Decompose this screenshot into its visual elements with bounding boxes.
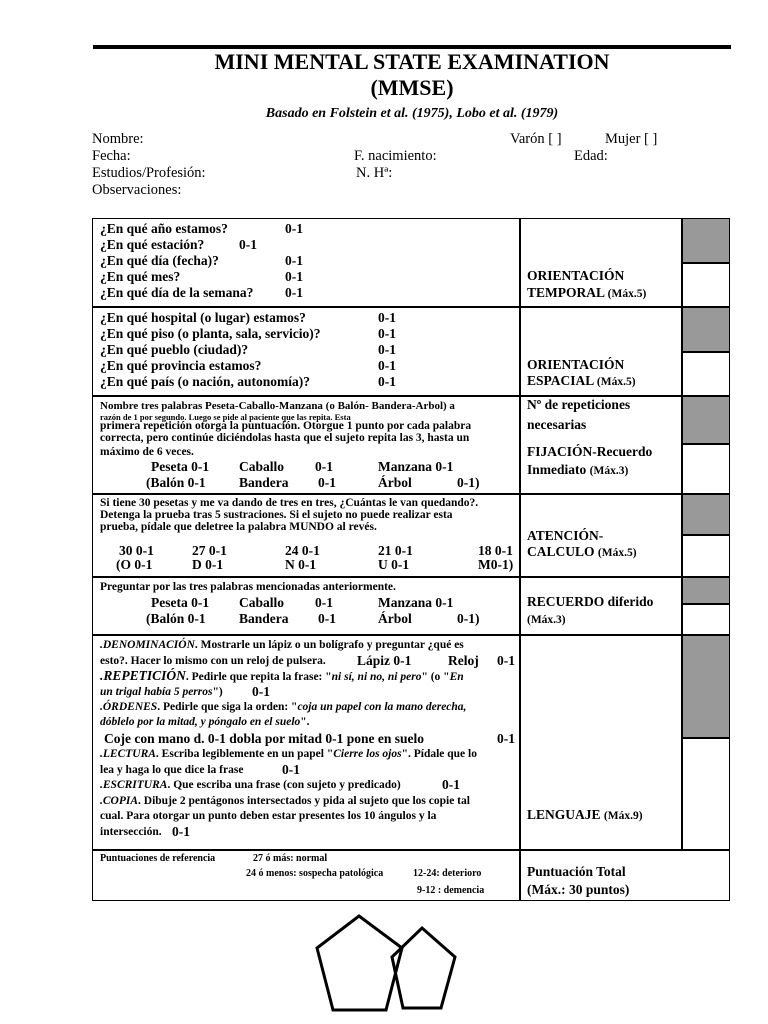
temporal-q5: ¿En qué día de la semana? bbox=[100, 285, 254, 300]
lectura-line-2: lea y haga lo que dice la frase bbox=[100, 764, 244, 776]
recuerdo-w5-score: 0-1 bbox=[318, 611, 336, 626]
nombre-label: Nombre: bbox=[92, 131, 144, 147]
atencion-label-1: ATENCIÓN- bbox=[527, 528, 604, 543]
total-label-2: (Máx.: 30 puntos) bbox=[527, 882, 630, 897]
score-divider bbox=[681, 737, 730, 739]
espacial-label-2: ESPACIAL (Máx.5) bbox=[527, 373, 636, 388]
fijacion-w1: Peseta 0-1 bbox=[151, 459, 210, 474]
denominacion-line-2: esto?. Hacer lo mismo con un reloj de pulsera. bbox=[100, 655, 326, 667]
ordenes-score: 0-1 bbox=[497, 731, 515, 746]
section-divider bbox=[92, 493, 730, 495]
score-divider bbox=[681, 262, 730, 264]
title-line-1: MINI MENTAL STATE EXAMINATION bbox=[214, 49, 610, 74]
denominacion-lapiz: Lápiz 0-1 bbox=[357, 653, 412, 668]
temporal-s3: 0-1 bbox=[285, 253, 303, 268]
referencia-deterioro: 12-24: deterioro bbox=[413, 868, 482, 879]
fijacion-w5-score: 0-1 bbox=[318, 475, 336, 490]
section-divider bbox=[92, 849, 730, 851]
fijacion-w2-score: 0-1 bbox=[315, 459, 333, 474]
temporal-label-2: TEMPORAL (Máx.5) bbox=[527, 285, 647, 300]
fijacion-w4: (Balón 0-1 bbox=[146, 475, 206, 490]
f-nacimiento-label: F. nacimiento: bbox=[354, 148, 437, 164]
edad-label: Edad: bbox=[574, 148, 608, 164]
fijacion-w6: Árbol bbox=[378, 475, 412, 490]
espacial-q5: ¿En qué país (o nación, autonomía)? bbox=[100, 374, 311, 389]
score-box-temporal bbox=[683, 219, 729, 262]
copia-line-2: cual. Para otorgar un punto deben estar presentes los 10 ángulos y la bbox=[100, 810, 437, 822]
ordenes-line-1: .ÓRDENES. Pedirle que siga la orden: "coja un papel con la mano derecha, bbox=[100, 701, 467, 713]
atencion-letter-1: (O 0-1 bbox=[116, 557, 153, 572]
denominacion-reloj: Reloj bbox=[448, 653, 479, 668]
temporal-q4: ¿En qué mes? bbox=[100, 269, 181, 284]
recuerdo-w6-score: 0-1) bbox=[457, 611, 480, 626]
column-divider-1 bbox=[519, 218, 521, 901]
subtitle: Basado en Folstein et al. (1975), Lobo et al. (1979) bbox=[265, 106, 559, 121]
estudios-label: Estudios/Profesión: bbox=[92, 165, 206, 181]
section-divider bbox=[92, 576, 730, 578]
fijacion-label-1: FIJACIÓN-Recuerdo bbox=[527, 444, 653, 459]
temporal-q3: ¿En qué día (fecha)? bbox=[100, 253, 219, 268]
temporal-q1: ¿En qué año estamos? bbox=[100, 221, 228, 236]
temporal-s5: 0-1 bbox=[285, 285, 303, 300]
espacial-s2: 0-1 bbox=[378, 326, 396, 341]
atencion-line-3: prueba, pídale que deletree la palabra MUNDO al revés. bbox=[100, 521, 377, 533]
recuerdo-w4: (Balón 0-1 bbox=[146, 611, 206, 626]
score-box-recuerdo bbox=[683, 578, 729, 603]
recuerdo-w2-score: 0-1 bbox=[315, 595, 333, 610]
score-box-fijacion bbox=[683, 397, 729, 443]
atencion-line-2: Detenga la prueba tras 5 sustraciones. Si el sujeto no puede realizar esta bbox=[100, 509, 453, 521]
atencion-letter-3: N 0-1 bbox=[285, 557, 317, 572]
fijacion-line-4: correcta, pero continúe diciéndolas hasta que el sujeto repita las 3, hasta un bbox=[100, 432, 470, 444]
temporal-s2: 0-1 bbox=[239, 237, 257, 252]
copia-line-1: .COPIA. Dibuje 2 pentágonos intersectados y pida al sujeto que los copie tal bbox=[100, 795, 470, 807]
recuerdo-label-2: (Máx.3) bbox=[527, 614, 566, 626]
denominacion-reloj-score: 0-1 bbox=[497, 653, 515, 668]
fijacion-label-b: necesarias bbox=[527, 417, 587, 432]
varon-checkbox[interactable]: Varón [ ] bbox=[510, 131, 562, 147]
total-label-1: Puntuación Total bbox=[527, 864, 626, 879]
atencion-num-1: 30 0-1 bbox=[119, 543, 154, 558]
score-box-lenguaje bbox=[683, 636, 729, 737]
lectura-line-1: .LECTURA. Escriba legiblemente en un papel "Cierre los ojos". Pídale que lo bbox=[100, 748, 477, 760]
recuerdo-w2: Caballo bbox=[239, 595, 285, 610]
temporal-s4: 0-1 bbox=[285, 269, 303, 284]
atencion-label-2: CALCULO (Máx.5) bbox=[527, 544, 637, 559]
fijacion-w2: Caballo bbox=[239, 459, 285, 474]
atencion-letter-5: M0-1) bbox=[478, 557, 514, 572]
repeticion-line-1: .REPETICIÓN. Pedirle que repita la frase: "ni sí, ni no, ni pero" (o "En bbox=[100, 668, 464, 683]
score-divider bbox=[681, 443, 730, 445]
section-divider bbox=[92, 306, 730, 308]
espacial-s5: 0-1 bbox=[378, 374, 396, 389]
escritura-line: .ESCRITURA. Que escriba una frase (con sujeto y predicado) bbox=[100, 779, 401, 791]
referencia-demencia: 9-12 : demencia bbox=[417, 885, 485, 896]
score-box-espacial bbox=[683, 308, 729, 351]
espacial-s1: 0-1 bbox=[378, 310, 396, 325]
espacial-s3: 0-1 bbox=[378, 342, 396, 357]
title-line-2: (MMSE) bbox=[370, 75, 454, 100]
lectura-score: 0-1 bbox=[282, 762, 300, 777]
ordenes-line-3: Coje con mano d. 0-1 dobla por mitad 0-1 pone en suelo bbox=[104, 731, 425, 746]
atencion-letter-2: D 0-1 bbox=[192, 557, 224, 572]
espacial-q2: ¿En qué piso (o planta, sala, servicio)? bbox=[100, 326, 321, 341]
fijacion-line-2: razón de 1 por segundo. Luego se pide al paciente que las repita. Esta bbox=[100, 412, 351, 422]
espacial-q4: ¿En qué provincia estamos? bbox=[100, 358, 262, 373]
atencion-letter-4: U 0-1 bbox=[378, 557, 410, 572]
copia-score: 0-1 bbox=[172, 824, 190, 839]
atencion-line-1: Si tiene 30 pesetas y me va dando de tres en tres, ¿Cuántas le van quedando?. bbox=[100, 497, 479, 509]
espacial-s4: 0-1 bbox=[378, 358, 396, 373]
intersecting-pentagons-figure bbox=[310, 912, 460, 1017]
temporal-label-1: ORIENTACIÓN bbox=[527, 268, 625, 283]
lenguaje-label: LENGUAJE (Máx.9) bbox=[527, 807, 643, 822]
recuerdo-line-1: Preguntar por las tres palabras mencionadas anteriormente. bbox=[100, 581, 396, 593]
fijacion-w6-score: 0-1) bbox=[457, 475, 480, 490]
nha-label: N. Hª: bbox=[356, 165, 393, 181]
atencion-num-5: 18 0-1 bbox=[478, 543, 513, 558]
atencion-num-2: 27 0-1 bbox=[192, 543, 227, 558]
escritura-score: 0-1 bbox=[442, 777, 460, 792]
referencia-normal: 27 ó más: normal bbox=[253, 853, 328, 864]
fijacion-line-1: Nombre tres palabras Peseta-Caballo-Manzana (o Balón- Bandera-Arbol) a bbox=[100, 400, 455, 412]
atencion-num-3: 24 0-1 bbox=[285, 543, 320, 558]
denominacion-line-1: .DENOMINACIÓN. Mostrarle un lápiz o un bolígrafo y preguntar ¿qué es bbox=[100, 639, 464, 651]
atencion-num-4: 21 0-1 bbox=[378, 543, 413, 558]
fijacion-label-2: Inmediato (Máx.3) bbox=[527, 462, 629, 477]
score-divider bbox=[681, 603, 730, 605]
fijacion-w5: Bandera bbox=[239, 475, 289, 490]
fijacion-label-a: Nº de repeticiones bbox=[527, 397, 631, 412]
referencia-sospecha: 24 ó menos: sospecha patológica bbox=[246, 868, 384, 879]
observaciones-label: Observaciones: bbox=[92, 182, 182, 198]
score-box-atencion bbox=[683, 495, 729, 534]
pentagon-left bbox=[317, 916, 402, 1010]
espacial-q3: ¿En qué pueblo (ciudad)? bbox=[100, 342, 249, 357]
repeticion-line-2: un trigal había 5 perros") bbox=[100, 686, 223, 698]
recuerdo-w1: Peseta 0-1 bbox=[151, 595, 210, 610]
score-divider bbox=[681, 534, 730, 536]
recuerdo-label-1: RECUERDO diferido bbox=[527, 594, 654, 609]
copia-line-3: intersección. bbox=[100, 826, 162, 838]
recuerdo-w6: Árbol bbox=[378, 611, 412, 626]
referencia-title: Puntuaciones de referencia bbox=[100, 853, 216, 864]
section-divider bbox=[92, 395, 730, 397]
espacial-label-1: ORIENTACIÓN bbox=[527, 357, 625, 372]
repeticion-score: 0-1 bbox=[252, 684, 270, 699]
temporal-s1: 0-1 bbox=[285, 221, 303, 236]
fijacion-w3: Manzana 0-1 bbox=[378, 459, 454, 474]
ordenes-line-2: dóblelo por la mitad, y póngalo en el suelo". bbox=[100, 716, 310, 728]
temporal-q2: ¿En qué estación? bbox=[100, 237, 205, 252]
recuerdo-w3: Manzana 0-1 bbox=[378, 595, 454, 610]
recuerdo-w5: Bandera bbox=[239, 611, 289, 626]
espacial-q1: ¿En qué hospital (o lugar) estamos? bbox=[100, 310, 306, 325]
fecha-label: Fecha: bbox=[92, 148, 131, 164]
score-divider bbox=[681, 351, 730, 353]
section-divider bbox=[92, 634, 730, 636]
fijacion-line-3: primera repetición otorga la puntuación. Otorgue 1 punto por cada palabra bbox=[100, 420, 472, 432]
pentagon-right bbox=[392, 928, 455, 1008]
mujer-checkbox[interactable]: Mujer [ ] bbox=[605, 131, 658, 147]
fijacion-line-5: máximo de 6 veces. bbox=[100, 446, 194, 458]
